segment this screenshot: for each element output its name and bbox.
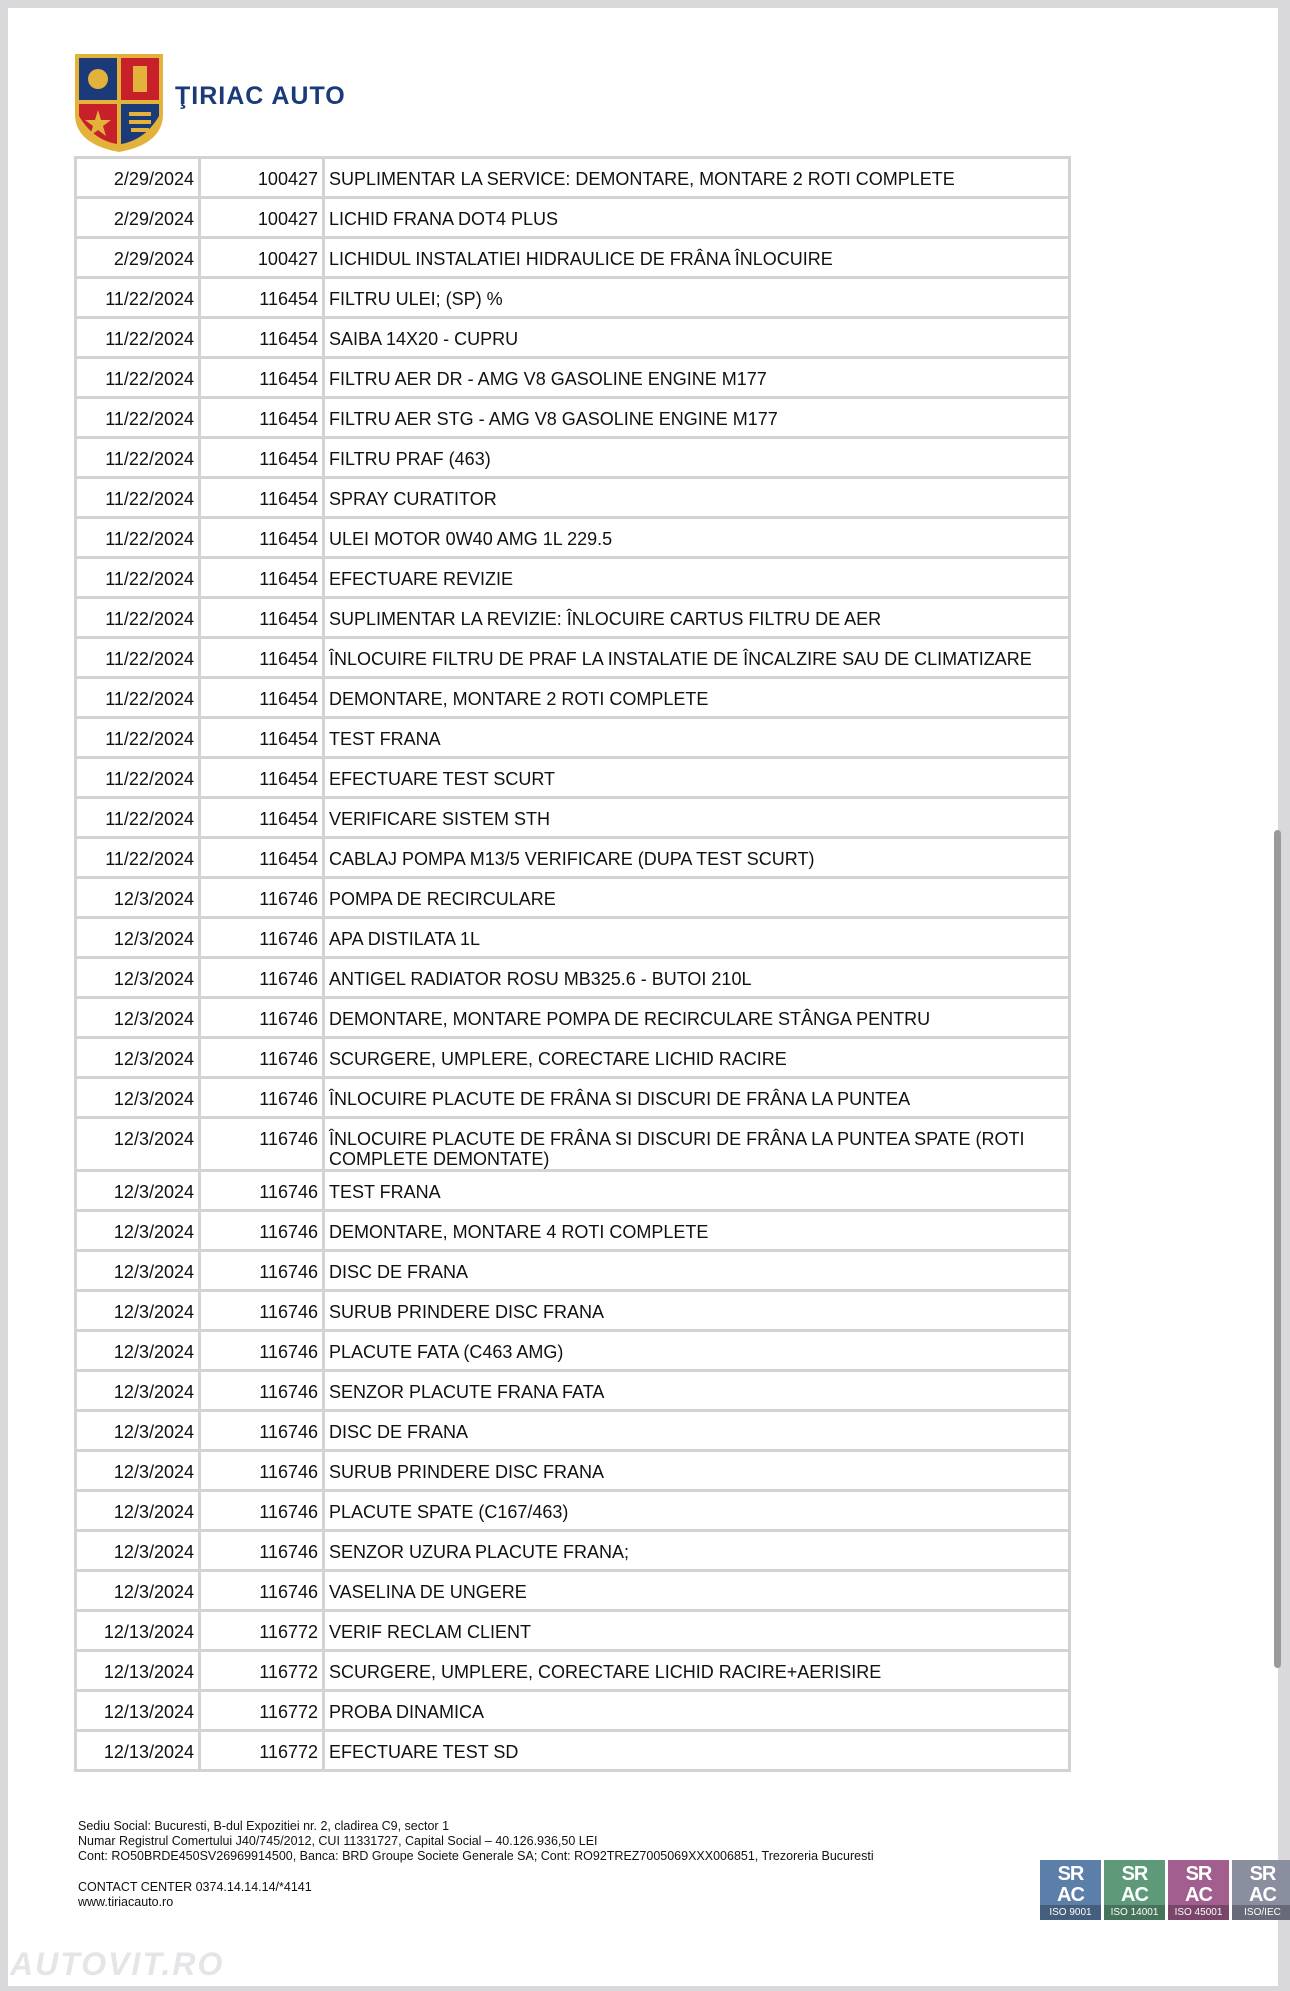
row-date: 12/3/2024	[76, 1451, 200, 1491]
row-description: TEST FRANA	[324, 1171, 1070, 1211]
row-document-number: 116746	[200, 1451, 324, 1491]
row-date: 12/3/2024	[76, 1411, 200, 1451]
row-description: ÎNLOCUIRE PLACUTE DE FRÂNA SI DISCURI DE FRÂNA LA PUNTEA SPATE (ROTI COMPLETE DEMONTATE)	[324, 1118, 1070, 1171]
row-date: 11/22/2024	[76, 358, 200, 398]
table-row	[76, 558, 1070, 598]
row-description: SENZOR PLACUTE FRANA FATA	[324, 1371, 1070, 1411]
row-description: EFECTUARE TEST SD	[324, 1731, 1070, 1771]
table-row	[76, 758, 1070, 798]
table-row	[76, 1371, 1070, 1411]
row-description: PROBA DINAMICA	[324, 1691, 1070, 1731]
row-document-number: 116746	[200, 1531, 324, 1571]
row-date: 11/22/2024	[76, 598, 200, 638]
row-description: PLACUTE FATA (C463 AMG)	[324, 1331, 1070, 1371]
certification-badge	[1040, 1860, 1101, 1920]
row-document-number: 116746	[200, 1038, 324, 1078]
table-row	[76, 958, 1070, 998]
row-document-number: 116746	[200, 918, 324, 958]
row-description: APA DISTILATA 1L	[324, 918, 1070, 958]
row-document-number: 116746	[200, 1291, 324, 1331]
row-date: 11/22/2024	[76, 478, 200, 518]
row-description: ÎNLOCUIRE FILTRU DE PRAF LA INSTALATIE DE ÎNCALZIRE SAU DE CLIMATIZARE	[324, 638, 1070, 678]
row-date: 11/22/2024	[76, 278, 200, 318]
row-description: LICHID FRANA DOT4 PLUS	[324, 198, 1070, 238]
table-row	[76, 1531, 1070, 1571]
row-document-number: 116746	[200, 1571, 324, 1611]
row-document-number: 116772	[200, 1651, 324, 1691]
table-row	[76, 278, 1070, 318]
table-row	[76, 1171, 1070, 1211]
footer-address: Sediu Social: Bucuresti, B-dul Expozitiei nr. 2, cladirea C9, sector 1	[78, 1819, 450, 1833]
table-row	[76, 838, 1070, 878]
footer-bank: Cont: RO50BRDE450SV26969914500, Banca: BRD Groupe Societe Generale SA; Cont: RO92TREZ7005069XXX006851, Trezoreria Bucuresti	[78, 1849, 874, 1863]
row-description: VASELINA DE UNGERE	[324, 1571, 1070, 1611]
row-document-number: 116454	[200, 278, 324, 318]
table-row	[76, 678, 1070, 718]
table-row	[76, 1331, 1070, 1371]
table-row	[76, 718, 1070, 758]
row-document-number: 116746	[200, 1491, 324, 1531]
row-document-number: 116454	[200, 358, 324, 398]
table-row	[76, 198, 1070, 238]
row-description: FILTRU AER STG - AMG V8 GASOLINE ENGINE M177	[324, 398, 1070, 438]
table-row	[76, 1571, 1070, 1611]
row-description: LICHIDUL INSTALATIEI HIDRAULICE DE FRÂNA ÎNLOCUIRE	[324, 238, 1070, 278]
row-document-number: 116454	[200, 478, 324, 518]
certification-badge	[1168, 1860, 1229, 1920]
row-date: 12/3/2024	[76, 958, 200, 998]
row-document-number: 116454	[200, 398, 324, 438]
row-document-number: 116454	[200, 518, 324, 558]
row-date: 2/29/2024	[76, 238, 200, 278]
table-row	[76, 1451, 1070, 1491]
row-date: 2/29/2024	[76, 198, 200, 238]
row-description: PLACUTE SPATE (C167/463)	[324, 1491, 1070, 1531]
table-row	[76, 1118, 1070, 1171]
certification-badges	[1040, 1860, 1290, 1933]
row-description: DEMONTARE, MONTARE 4 ROTI COMPLETE	[324, 1211, 1070, 1251]
row-date: 12/13/2024	[76, 1691, 200, 1731]
row-description: TEST FRANA	[324, 718, 1070, 758]
row-description: VERIF RECLAM CLIENT	[324, 1611, 1070, 1651]
row-description: FILTRU PRAF (463)	[324, 438, 1070, 478]
row-document-number: 116454	[200, 678, 324, 718]
badge-sr-text: SR	[1185, 1863, 1212, 1885]
row-date: 12/3/2024	[76, 1118, 200, 1171]
table-row	[76, 1251, 1070, 1291]
row-description: SUPLIMENTAR LA SERVICE: DEMONTARE, MONTARE 2 ROTI COMPLETE	[324, 158, 1070, 198]
row-document-number: 116746	[200, 878, 324, 918]
row-description: FILTRU ULEI; (SP) %	[324, 278, 1070, 318]
row-date: 12/13/2024	[76, 1611, 200, 1651]
crest-icon	[73, 52, 165, 154]
row-description: VERIFICARE SISTEM STH	[324, 798, 1070, 838]
row-document-number: 116746	[200, 998, 324, 1038]
table-row	[76, 438, 1070, 478]
row-date: 12/3/2024	[76, 1331, 200, 1371]
row-date: 2/29/2024	[76, 158, 200, 198]
row-description: SUPLIMENTAR LA REVIZIE: ÎNLOCUIRE CARTUS FILTRU DE AER	[324, 598, 1070, 638]
row-description: DEMONTARE, MONTARE POMPA DE RECIRCULARE STÂNGA PENTRU	[324, 998, 1070, 1038]
row-date: 11/22/2024	[76, 318, 200, 358]
footer	[78, 1819, 874, 1910]
badge-ac-text: AC	[1121, 1884, 1148, 1906]
scrollbar[interactable]	[1274, 830, 1281, 1668]
table-row	[76, 1291, 1070, 1331]
badge-ac-text: AC	[1249, 1884, 1276, 1906]
badge-iso-label: ISO 14001	[1104, 1905, 1165, 1920]
row-description: SENZOR UZURA PLACUTE FRANA;	[324, 1531, 1070, 1571]
row-date: 11/22/2024	[76, 638, 200, 678]
row-description: DISC DE FRANA	[324, 1251, 1070, 1291]
row-date: 11/22/2024	[76, 798, 200, 838]
table-row	[76, 478, 1070, 518]
row-date: 12/3/2024	[76, 918, 200, 958]
row-description: DISC DE FRANA	[324, 1411, 1070, 1451]
table-row	[76, 878, 1070, 918]
service-items-table	[74, 156, 1071, 1772]
row-document-number: 116746	[200, 1411, 324, 1451]
row-description: EFECTUARE TEST SCURT	[324, 758, 1070, 798]
row-date: 11/22/2024	[76, 718, 200, 758]
table-row	[76, 358, 1070, 398]
row-date: 12/3/2024	[76, 1211, 200, 1251]
badge-iso-label: ISO/IEC 27001	[1232, 1905, 1290, 1920]
badge-ac-text: AC	[1185, 1884, 1212, 1906]
row-document-number: 116746	[200, 1371, 324, 1411]
row-date: 11/22/2024	[76, 438, 200, 478]
row-document-number: 116746	[200, 1118, 324, 1171]
table-row	[76, 1211, 1070, 1251]
row-date: 12/13/2024	[76, 1651, 200, 1691]
table-row	[76, 1078, 1070, 1118]
row-document-number: 116746	[200, 1331, 324, 1371]
row-date: 12/3/2024	[76, 1531, 200, 1571]
row-description: ANTIGEL RADIATOR ROSU MB325.6 - BUTOI 210L	[324, 958, 1070, 998]
row-description: SURUB PRINDERE DISC FRANA	[324, 1451, 1070, 1491]
table-row	[76, 598, 1070, 638]
row-date: 12/3/2024	[76, 878, 200, 918]
row-document-number: 100427	[200, 158, 324, 198]
row-date: 11/22/2024	[76, 398, 200, 438]
row-date: 12/3/2024	[76, 1571, 200, 1611]
certification-badge	[1232, 1860, 1290, 1933]
row-description: FILTRU AER DR - AMG V8 GASOLINE ENGINE M177	[324, 358, 1070, 398]
table-row	[76, 1491, 1070, 1531]
row-document-number: 116454	[200, 638, 324, 678]
row-date: 11/22/2024	[76, 558, 200, 598]
badge-sr-text: SR	[1121, 1863, 1148, 1885]
footer-registry: Numar Registrul Comertului J40/745/2012, CUI 11331727, Capital Social – 40.126.936,50 LEI	[78, 1834, 598, 1848]
row-description: SCURGERE, UMPLERE, CORECTARE LICHID RACIRE+AERISIRE	[324, 1651, 1070, 1691]
row-document-number: 116772	[200, 1731, 324, 1771]
row-description: DEMONTARE, MONTARE 2 ROTI COMPLETE	[324, 678, 1070, 718]
row-document-number: 116746	[200, 1171, 324, 1211]
row-date: 12/3/2024	[76, 1491, 200, 1531]
certification-badge	[1104, 1860, 1165, 1920]
row-document-number: 116454	[200, 318, 324, 358]
row-document-number: 116454	[200, 838, 324, 878]
row-date: 12/3/2024	[76, 1251, 200, 1291]
row-date: 12/3/2024	[76, 1038, 200, 1078]
row-document-number: 116746	[200, 1251, 324, 1291]
badge-sr-text: SR	[1057, 1863, 1084, 1885]
row-description: EFECTUARE REVIZIE	[324, 558, 1070, 598]
row-description: SAIBA 14X20 - CUPRU	[324, 318, 1070, 358]
table-row	[76, 318, 1070, 358]
badge-ac-text: AC	[1057, 1884, 1084, 1906]
row-description: POMPA DE RECIRCULARE	[324, 878, 1070, 918]
table-row	[76, 1411, 1070, 1451]
badge-iso-label: ISO 45001	[1168, 1905, 1229, 1920]
row-document-number: 116746	[200, 1078, 324, 1118]
row-document-number: 116772	[200, 1691, 324, 1731]
company-logo	[73, 44, 373, 154]
row-date: 12/3/2024	[76, 1171, 200, 1211]
row-document-number: 116772	[200, 1611, 324, 1651]
row-document-number: 100427	[200, 198, 324, 238]
table-row	[76, 158, 1070, 198]
row-document-number: 116746	[200, 1211, 324, 1251]
row-date: 12/3/2024	[76, 1078, 200, 1118]
table-row	[76, 918, 1070, 958]
table-row	[76, 1038, 1070, 1078]
document-page	[8, 8, 1281, 1986]
row-description: CABLAJ POMPA M13/5 VERIFICARE (DUPA TEST SCURT)	[324, 838, 1070, 878]
table-row	[76, 398, 1070, 438]
table-row	[76, 1731, 1070, 1771]
row-document-number: 116746	[200, 958, 324, 998]
table-row	[76, 638, 1070, 678]
row-date: 12/3/2024	[76, 1371, 200, 1411]
badge-iso-label: ISO 9001	[1040, 1905, 1101, 1920]
row-date: 11/22/2024	[76, 518, 200, 558]
footer-contact: CONTACT CENTER 0374.14.14.14/*4141	[78, 1880, 312, 1894]
row-date: 12/3/2024	[76, 998, 200, 1038]
row-description: SPRAY CURATITOR	[324, 478, 1070, 518]
row-description: ULEI MOTOR 0W40 AMG 1L 229.5	[324, 518, 1070, 558]
row-document-number: 116454	[200, 758, 324, 798]
table-row	[76, 518, 1070, 558]
row-document-number: 116454	[200, 718, 324, 758]
table-row	[76, 1611, 1070, 1651]
brand-name: ŢIRIAC AUTO	[175, 82, 346, 110]
table-row	[76, 238, 1070, 278]
row-document-number: 116454	[200, 798, 324, 838]
row-description: SURUB PRINDERE DISC FRANA	[324, 1291, 1070, 1331]
row-date: 12/13/2024	[76, 1731, 200, 1771]
row-date: 11/22/2024	[76, 758, 200, 798]
row-date: 11/22/2024	[76, 678, 200, 718]
watermark: AUTOVIT.RO	[10, 1946, 225, 1982]
row-date: 12/3/2024	[76, 1291, 200, 1331]
row-date: 11/22/2024	[76, 838, 200, 878]
row-description: ÎNLOCUIRE PLACUTE DE FRÂNA SI DISCURI DE FRÂNA LA PUNTEA	[324, 1078, 1070, 1118]
table-row	[76, 998, 1070, 1038]
row-document-number: 116454	[200, 438, 324, 478]
row-document-number: 116454	[200, 558, 324, 598]
row-document-number: 116454	[200, 598, 324, 638]
badge-sr-text: SR	[1249, 1863, 1276, 1885]
table-row	[76, 1651, 1070, 1691]
table-row	[76, 798, 1070, 838]
row-document-number: 100427	[200, 238, 324, 278]
table-row	[76, 1691, 1070, 1731]
footer-website[interactable]: www.tiriacauto.ro	[78, 1895, 174, 1909]
row-description: SCURGERE, UMPLERE, CORECTARE LICHID RACIRE	[324, 1038, 1070, 1078]
